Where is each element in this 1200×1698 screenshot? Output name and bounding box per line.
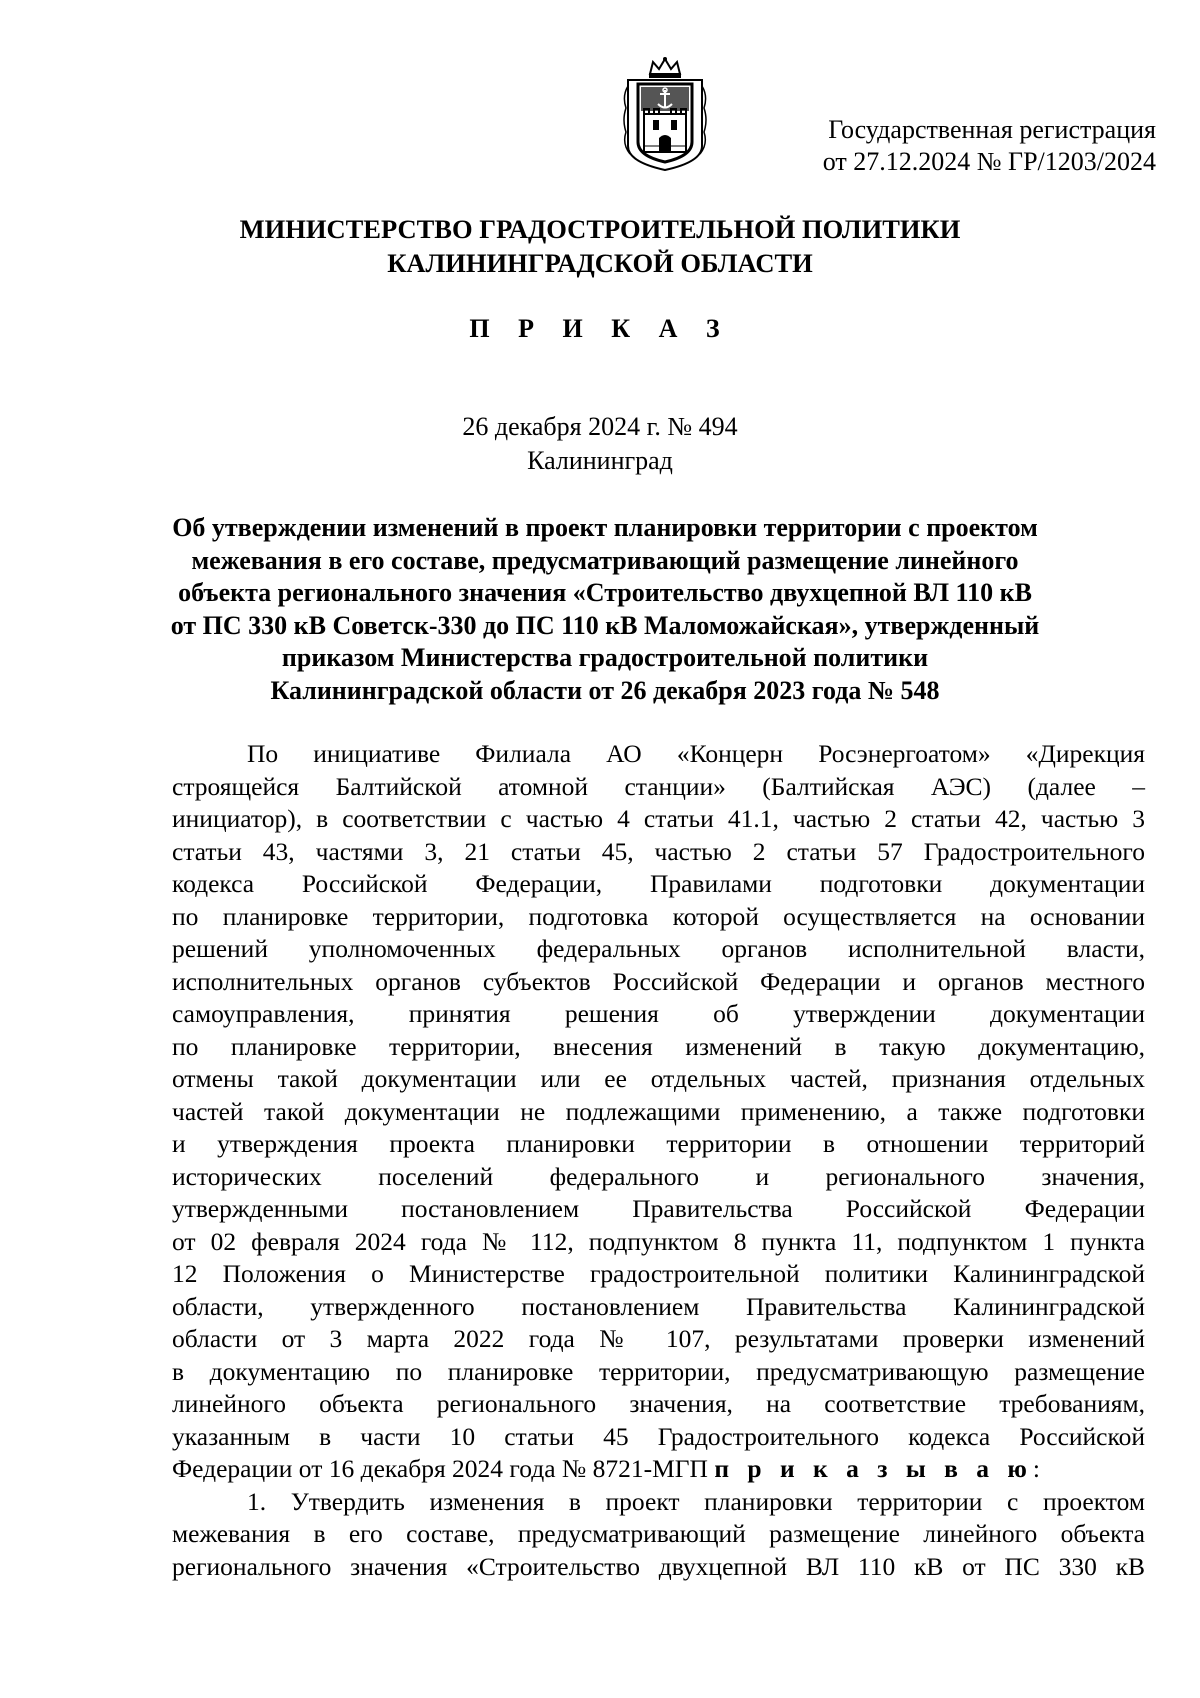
registration-stamp bbox=[823, 114, 1156, 178]
registration-line-2: от 27.12.2024 № ГР/1203/2024 bbox=[822, 147, 1156, 176]
date-place-block bbox=[0, 410, 1200, 478]
body-line: отмены такой документации или ее отдельных частей, признания отдельных bbox=[172, 1064, 1145, 1093]
body-line: и утверждения проекта планировки территории в отношении территорий bbox=[172, 1129, 1145, 1158]
date-number: 26 декабря 2024 г. № 494 bbox=[462, 412, 738, 441]
body-line: исторических поселений федерального и регионального значения, bbox=[172, 1161, 1145, 1191]
command-colon: : bbox=[1032, 1454, 1040, 1483]
body-line: частей такой документации не подлежащими применению, а также подготовки bbox=[172, 1096, 1145, 1126]
order-subject bbox=[170, 512, 1040, 707]
body-line: статьи 43, частями 3, 21 статьи 45, частью 2 статьи 57 Градостроительного bbox=[172, 836, 1145, 866]
subject-line: межевания в его составе, предусматривающий размещение линейного bbox=[191, 545, 1019, 575]
body-line: области, утвержденного постановлением Правительства Калининградской bbox=[172, 1291, 1145, 1321]
body-line: решений уполномоченных федеральных органов исполнительной власти, bbox=[172, 934, 1145, 963]
subject-line: Калининградской области от 26 декабря 2023 года № 548 bbox=[270, 675, 940, 705]
ministry-line-1: МИНИСТЕРСТВО ГРАДОСТРОИТЕЛЬНОЙ ПОЛИТИКИ bbox=[239, 214, 961, 244]
coat-of-arms-icon bbox=[620, 56, 710, 172]
body-line: линейного объекта регионального значения, на соответствие требованиям, bbox=[172, 1389, 1145, 1418]
body-line: указанным в части 10 статьи 45 Градостроительного кодекса Российской bbox=[172, 1421, 1145, 1451]
document-type: П Р И К А З bbox=[469, 314, 731, 343]
body-final-text: Федерации от 16 декабря 2024 года № 8721-МГП bbox=[172, 1454, 715, 1483]
subject-line: от ПС 330 кВ Советск-330 до ПС 110 кВ Маломожайская», утвержденный bbox=[170, 610, 1040, 640]
body-line: По инициативе Филиала АО «Концерн Росэнергоатом» «Дирекция bbox=[247, 739, 1145, 768]
body-line: инициатор), в соответствии с частью 4 статьи 41.1, частью 2 статьи 42, частью 3 bbox=[172, 804, 1145, 833]
order-body bbox=[172, 738, 1145, 1583]
place: Калининград bbox=[527, 446, 673, 475]
body-line: области от 3 марта 2022 года № 107, результатами проверки изменений bbox=[172, 1324, 1145, 1353]
body-line: строящейся Балтийской атомной станции» (Балтийская АЭС) (далее – bbox=[172, 771, 1145, 801]
body-line: кодекса Российской Федерации, Правилами подготовки документации bbox=[172, 869, 1145, 898]
ministry-name bbox=[0, 212, 1200, 280]
body-line: в документацию по планировке территории, предусматривающую размещение bbox=[172, 1356, 1145, 1386]
command-word: п р и к а з ы в а ю bbox=[714, 1454, 1033, 1483]
body-line: по планировке территории, внесения изменений в такую документацию, bbox=[172, 1031, 1145, 1061]
item-line: межевания в его составе, предусматривающий размещение линейного объекта bbox=[172, 1519, 1145, 1548]
body-line: утвержденными постановлением Правительства Российской Федерации bbox=[172, 1194, 1145, 1223]
body-line: исполнительных органов субъектов Российской Федерации и органов местного bbox=[172, 966, 1145, 996]
body-final-line bbox=[172, 1453, 1145, 1486]
subject-line: приказом Министерства градостроительной политики bbox=[281, 643, 929, 672]
subject-line: объекта регионального значения «Строительство двухцепной ВЛ 110 кВ bbox=[178, 578, 1032, 607]
body-line: по планировке территории, подготовка которой осуществляется на основании bbox=[172, 901, 1145, 931]
ministry-line-2: КАЛИНИНГРАДСКОЙ ОБЛАСТИ bbox=[387, 248, 813, 278]
body-line: самоуправления, принятия решения об утверждении документации bbox=[172, 999, 1145, 1028]
item-line: регионального значения «Строительство двухцепной ВЛ 110 кВ от ПС 330 кВ bbox=[172, 1551, 1145, 1581]
subject-line: Об утверждении изменений в проект планировки территории с проектом bbox=[172, 513, 1038, 542]
body-line: 12 Положения о Министерстве градостроительной политики Калининградской bbox=[172, 1259, 1145, 1288]
item-line: 1. Утвердить изменения в проект планировки территории с проектом bbox=[247, 1486, 1145, 1516]
body-line: от 02 февраля 2024 года № 112, подпунктом 8 пункта 11, подпунктом 1 пункта bbox=[172, 1226, 1145, 1256]
registration-line-1: Государственная регистрация bbox=[828, 115, 1156, 144]
